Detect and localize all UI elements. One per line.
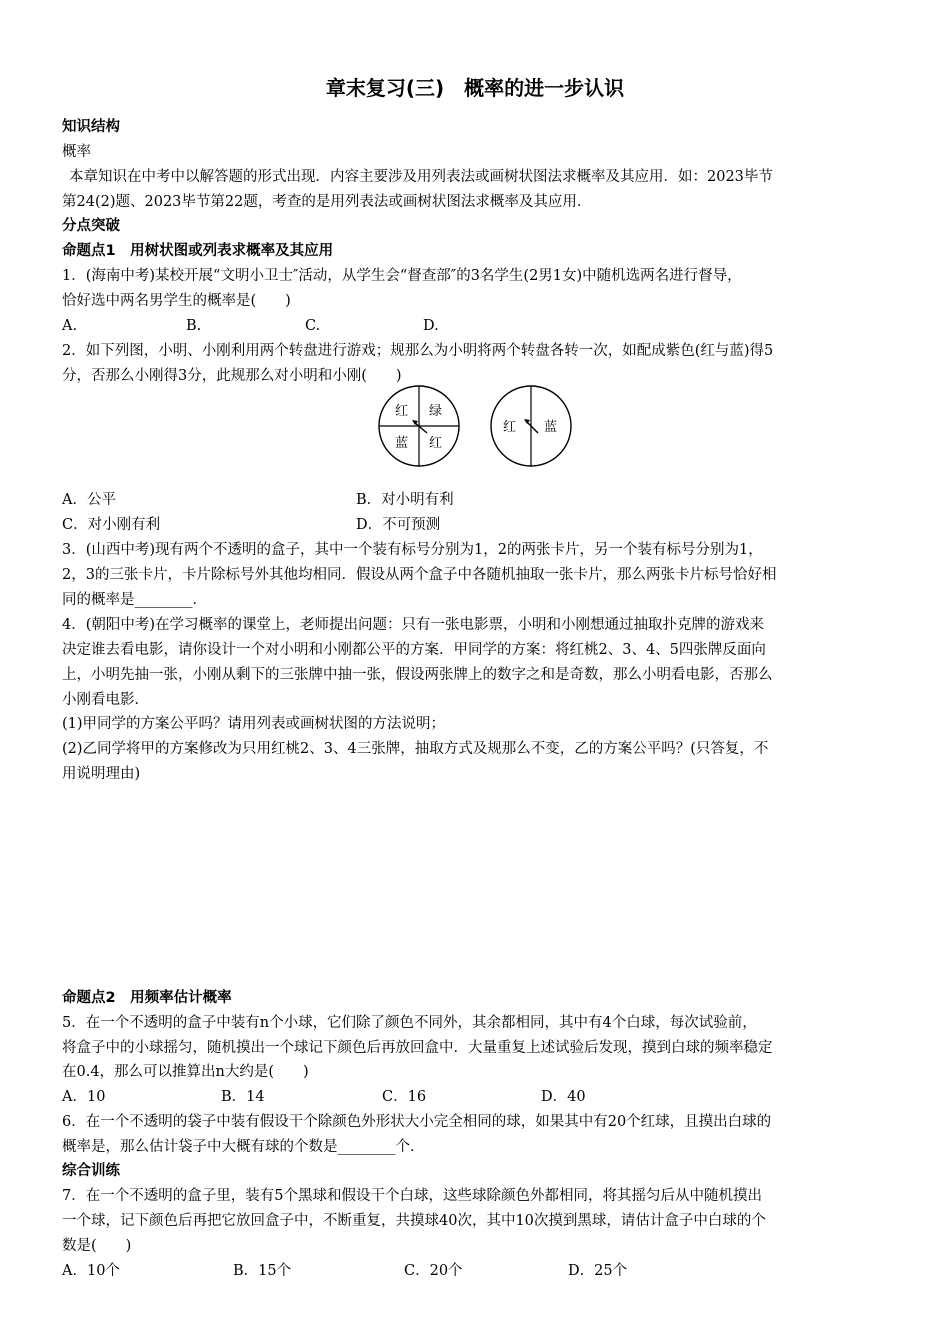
question-5-option-d: D．40 [541,1089,586,1105]
knowledge-paragraph-line: 第24(2)题、2023毕节第22题，考查的是用列表法或画树状图法求概率及其应用． [62,194,592,210]
spinner-figure [370,385,580,469]
question-4-line: 4．(朝阳中考)在学习概率的课堂上，老师提出问题：只有一张电影票，小明和小刚想通过抽取扑克牌的游戏来 [62,617,765,633]
question-5-line: 将盒子中的小球摇匀，随机摸出一个球记下颜色后再放回盒中．大量重复上述试验后发现，摸到白球的频率稳定 [62,1040,773,1056]
question-4-subquestion-2: 用说明理由) [62,766,141,782]
question-2-option-a: A．公平 [62,492,116,508]
question-4-subquestion-1: (1)甲同学的方案公平吗？请用列表或画树状图的方法说明； [62,716,446,732]
spinner-wheel-1 [379,386,459,466]
section-heading-knowledge: 知识结构 [62,119,120,135]
wheel-1-sector-tl: 红 [395,404,409,419]
question-7-line: 一个球，记下颜色后再把它放回盒子中，不断重复，共摸球40次，其中10次摸到黑球，请估计盒子中白球的个 [62,1213,766,1229]
question-7-line: 数是( ) [62,1238,132,1254]
question-4-subquestion-2: (2)乙同学将甲的方案修改为只用红桃2、3、4三张牌，抽取方式及规那么不变，乙的方案公平吗？(只答复，不 [62,741,769,757]
wheel-2-sector-right: 蓝 [544,420,558,435]
question-2-line: 2．如下列图，小明、小刚利用两个转盘进行游戏；规那么为小明将两个转盘各转一次，如配成紫色(红与蓝)得5 [62,343,774,359]
question-4-line: 上，小明先抽一张，小刚从剩下的三张牌中抽一张，假设两张牌上的数字之和是奇数，那么小明看电影，否那么 [62,667,773,683]
question-5-option-c: C．16 [382,1089,427,1105]
question-7-option-b: B．15个 [233,1263,292,1279]
page-title: 章末复习(三) 概率的进一步认识 [325,76,625,100]
wheel-2-sector-left: 红 [503,420,517,435]
wheel-1-sector-tr: 绿 [429,404,443,419]
question-5-option-b: B．14 [221,1089,265,1105]
question-1-line: 恰好选中两名男学生的概率是( ) [62,293,291,309]
question-7-option-d: D．25个 [568,1263,628,1279]
question-7-line: 7．在一个不透明的盒子里，装有5个黑球和假设干个白球，这些球除颜色外都相同，将其摇匀后从中随机摸出 [62,1188,762,1204]
question-2-option-c: C．对小刚有利 [62,517,161,533]
knowledge-paragraph-line: 本章知识在中考中以解答题的形式出现．内容主要涉及用列表法或画树状图法求概率及其应用．如：2023毕节 [69,169,773,185]
question-4-line: 小刚看电影． [62,692,149,708]
question-7-option-c: C．20个 [404,1263,463,1279]
question-2-line: 分，否那么小刚得3分，此规那么对小明和小刚( ) [62,368,402,384]
question-6-line: 概率是，那么估计袋子中大概有球的个数是________个． [62,1139,425,1155]
question-1-option-d: D. [423,318,439,334]
question-3-line: 同的概率是________． [62,592,207,608]
question-5-option-a: A．10 [62,1089,106,1105]
spinner-wheel-2 [491,386,571,466]
question-1-option-b: B. [186,318,202,334]
question-2-option-b: B．对小明有利 [356,492,454,508]
question-3-line: 3．(山西中考)现有两个不透明的盒子，其中一个装有标号分别为1，2的两张卡片，另一个装有标号分别为1， [62,542,763,558]
question-5-line: 在0.4，那么可以推算出n大约是( ) [62,1064,309,1080]
knowledge-sub: 概率 [62,144,91,160]
question-1-line: 1．(海南中考)某校开展“文明小卫士″活动，从学生会“督查部″的3名学生(2男1女)中随机选两名进行督导， [62,268,742,284]
wheel-1-sector-br: 红 [429,436,443,451]
question-7-option-a: A．10个 [62,1263,120,1279]
topic-heading-2: 命题点2 用频率估计概率 [62,990,232,1006]
topic-heading-1: 命题点1 用树状图或列表求概率及其应用 [62,243,334,259]
question-1-option-a: A. [62,318,78,334]
section-heading-training: 综合训练 [62,1163,120,1179]
question-6-line: 6．在一个不透明的袋子中装有假设干个除颜色外形状大小完全相同的球，如果其中有20个红球，且摸出白球的 [62,1114,772,1130]
wheel-1-sector-bl: 蓝 [395,436,409,451]
question-1-option-c: C. [305,318,321,334]
section-heading-breakdown: 分点突破 [62,218,120,234]
question-2-option-d: D．不可预测 [356,517,441,533]
question-3-line: 2，3的三张卡片，卡片除标号外其他均相同．假设从两个盒子中各随机抽取一张卡片，那么两张卡片标号恰好相 [62,567,777,583]
question-4-line: 决定谁去看电影，请你设计一个对小明和小刚都公平的方案．甲同学的方案：将红桃2、3、4、5四张牌反面向 [62,642,766,658]
question-5-line: 5．在一个不透明的盒子中装有n个小球，它们除了颜色不同外，其余都相同，其中有4个白球，每次试验前， [62,1015,757,1031]
